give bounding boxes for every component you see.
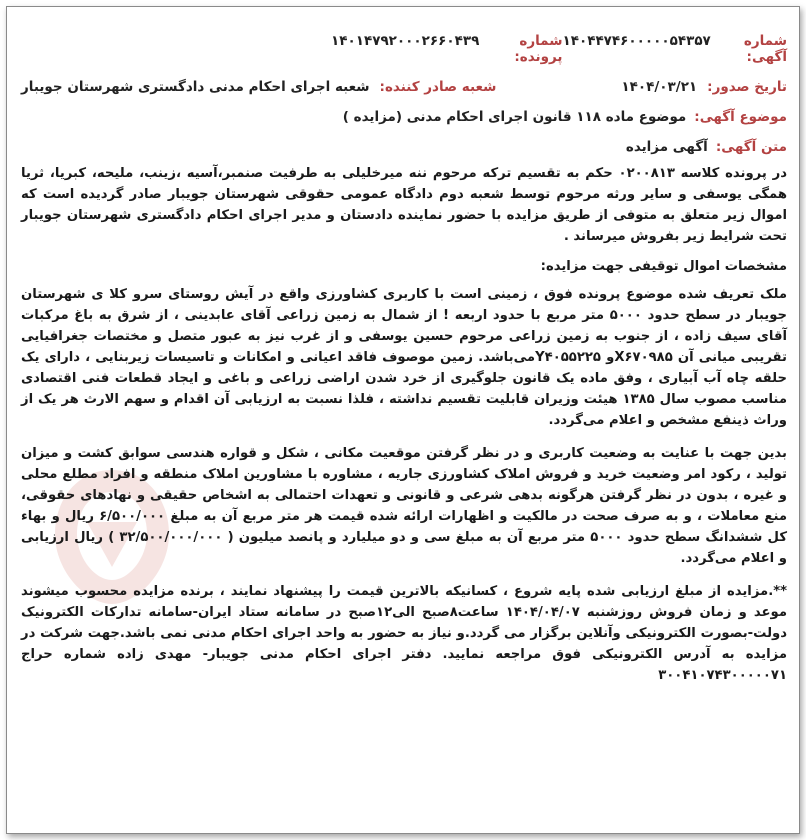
issuer: [21, 79, 496, 95]
paragraph-intro: در پرونده کلاسه ۰۲۰۰۸۱۳ حکم به تقسیم ترکه مرحوم ننه میرخلیلی به طرفیت صنمبر،آسیه ،زینب، ملیحه، کبریا، ثریا همگی یوسفی و سایر ورثه مرحوم توسط شعبه دوم دادگاه عمومی حقوقی شهرستان جویبار صادر گردیده است که اموال زیر متعلق به متوفی از طریق مزایده با حضور نماینده دادستان و مدیر اجرای احکام دادگستری شهرستان جویبار تحت شرایط زیر بفروش میرساند .: [21, 166, 787, 244]
topic-value: موضوع ماده ۱۱۸ قانون اجرای احکام مدنی (مزایده ): [342, 109, 687, 125]
issue-date-value: ۱۴۰۴/۰۳/۲۱: [621, 79, 698, 95]
ad-number-value: ۱۴۰۴۴۷۴۶۰۰۰۰۰۵۴۳۵۷: [562, 33, 711, 49]
paragraph-property: ملک تعریف شده موضوع پرونده فوق ، زمینی است با کاربری کشاورزی واقع در آیش روستای سرو کلا ی شهرستان جویبار در سطح حدود ۵۰۰۰ متر مربع با حدود اربعه ! از شمال به زمین زراعی آقای عابدینی ، از شرق به باغ مرکبات آقای سیف زاده ، از جنوب به زمین زراعی مرحوم حسین یوسفی و از غرب نیز به عبور متصل و مختصات جغرافیایی تقریبی میانی آن X۶۷۰۹۸۵و Y۴۰۵۵۲۲۵می‌باشد. زمین موصوف فاقد اعیانی و امکانات و تاسیسات زیربنایی ، دارای یک حلقه چاه آب آبیاری ، وفق ماده یک قانون جلوگیری از خرد شدن اراضی زراعی و باغی و ایجاد قطعات فنی اقتصادی مناسب مصوب سال ۱۳۸۵ هیئت وزیران قابلیت تقسیم نداشته ، فلذا نسبت به ارزیابی آن اقدام و سهم الارث هر یک از وراث ذینفع مشخص و اعلام می‌گردد.: [21, 287, 787, 428]
ad-number: [562, 33, 787, 65]
topic-label: موضوع آگهی:: [694, 109, 787, 125]
paragraph-auction-terms: **.مزایده از مبلغ ارزیابی شده پایه شروع ، کسانیکه بالاترین قیمت را پیشنهاد نمایند ، برنده مزایده محسوب میشوند موعد و زمان فروش روزشنبه ۱۴۰۴/۰۴/۰۷ ساعت۸صبح الی۱۲صبح در سامانه ستاد ایران-سامانه تدارکات الکترونیک دولت-بصورت الکترونیکی وآنلاین برگزار می گردد.و نیاز به حضور به واحد اجرای احکام مدنی نمی باشد.جهت شرکت در مزایده به آدرس الکترونیکی فوق مراجعه نمایید. دفتر اجرای احکام مدنی جویبار- مهدی زاده شماره حراج ۳۰۰۴۱۰۷۴۳۰۰۰۰۰۷۱: [21, 584, 787, 683]
topic-row: [21, 109, 787, 125]
section-title: مشخصات اموال توقیفی جهت مزایده:: [540, 259, 787, 274]
issue-date: [621, 79, 787, 95]
meta-row-2: [21, 79, 787, 95]
ad-number-label: شماره آگهی:: [743, 33, 787, 65]
document-frame: [6, 6, 800, 834]
case-number: [331, 33, 562, 65]
case-number-label: شماره پرونده:: [514, 33, 563, 65]
paragraph-valuation: بدین جهت با عنایت به وضعیت کاربری و در نظر گرفتن موقعیت مکانی ، شکل و قواره هندسی سوابق کشت و میزان تولید ، رکود امر وضعیت خرید و فروش املاک کشاورزی جاریه ، مشاوره با مشاورین املاک منطقه و افراد مطلع محلی و غیره ، بدون در نظر گرفتن هرگونه بدهی شرعی و قانونی و تعهدات احتمالی به اشخاص حقیقی و نهادهای حقوقی، منع معاملات ، و به صرف صحت در مالکیت و اظهارات ارائه شده قیمت هر متر مربع آن به مبلغ ۶/۵۰۰/۰۰۰ ریال و بهاء کل ششدانگ سطح حدود ۵۰۰۰ متر مربع آن به مبلغ سی و دو میلیارد و پانصد میلیون ( ۳۲/۵۰۰/۰۰۰/۰۰۰ ) ریال ارزیابی و اعلام می‌گردد.: [21, 446, 788, 566]
issuer-value: شعبه اجرای احکام مدنی دادگستری شهرستان جویبار: [21, 79, 370, 95]
notice-content: [7, 7, 799, 686]
text-head-value: آگهی مزایده: [625, 139, 708, 155]
text-head-label: متن آگهی:: [715, 139, 787, 155]
issue-date-label: تاریخ صدور:: [707, 79, 787, 95]
meta-row-1: [21, 33, 787, 65]
text-head-row: [21, 139, 787, 155]
case-number-value: ۱۴۰۱۴۷۹۲۰۰۰۲۶۶۰۴۳۹: [331, 33, 480, 49]
issuer-label: شعبه صادر کننده:: [379, 79, 497, 95]
